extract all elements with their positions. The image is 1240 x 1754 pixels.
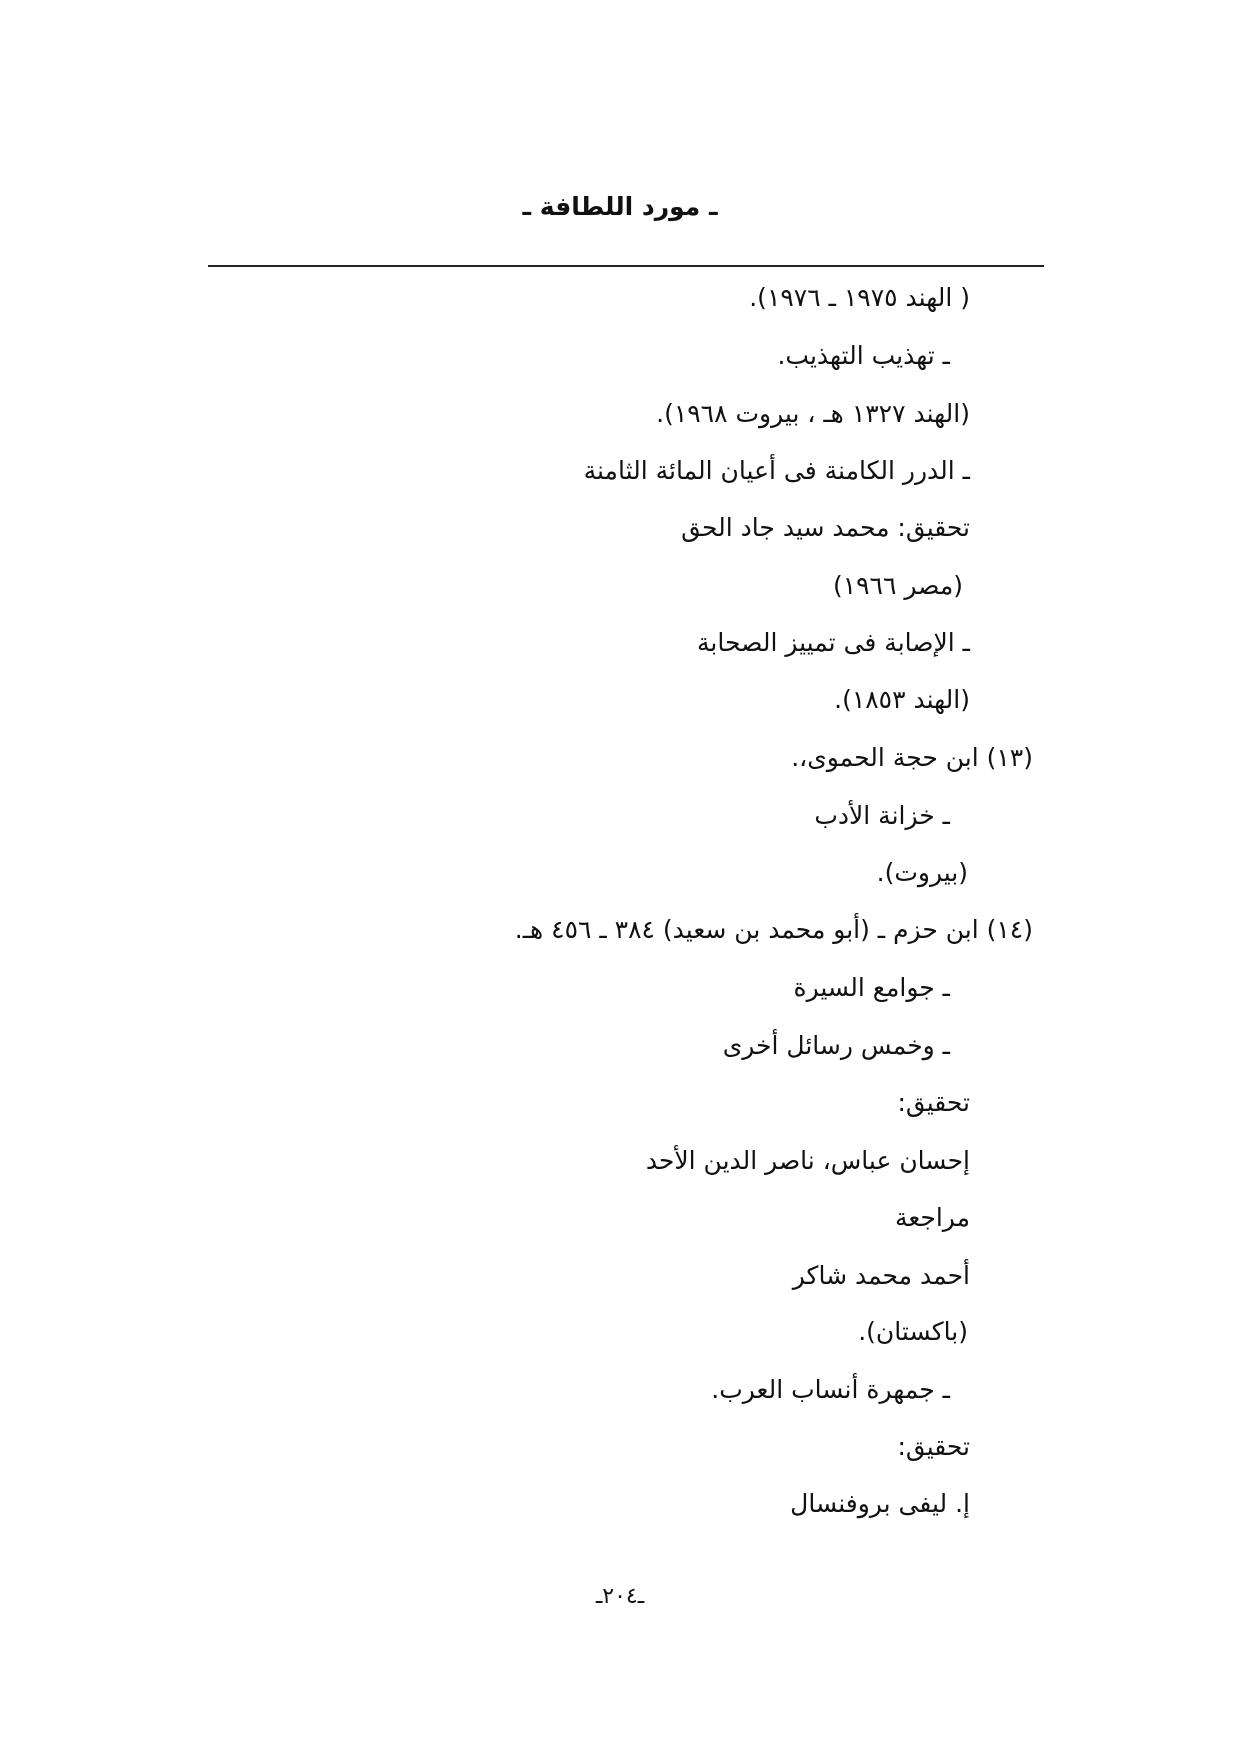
text-line: (١٣) ابن حجة الحموى،.: [791, 743, 1033, 772]
header-divider: [208, 265, 1044, 267]
page-number: ـ٢٠٤ـ: [595, 1584, 645, 1609]
text-line: (الهند ١٣٢٧ هـ ، بيروت ١٩٦٨).: [656, 399, 970, 428]
text-line: ـ جمهرة أنساب العرب.: [711, 1375, 950, 1404]
text-line: إ. ليفى بروفنسال: [790, 1489, 970, 1518]
text-line: تحقيق:: [897, 1088, 970, 1117]
text-line: تحقيق:: [897, 1432, 970, 1461]
text-line: (باكستان).: [858, 1317, 968, 1346]
running-title: ـ مورد اللطافة ـ: [522, 192, 718, 221]
text-line: ( الهند ١٩٧٥ ـ ١٩٧٦).: [749, 283, 970, 312]
text-line: (الهند ١٨٥٣).: [834, 685, 970, 714]
text-line: أحمد محمد شاكر: [792, 1261, 970, 1290]
text-line: إحسان عباس، ناصر الدين الأحد: [645, 1146, 970, 1175]
text-line: ـ الإصابة فى تمييز الصحابة: [697, 628, 970, 657]
text-line: (مصر ١٩٦٦): [832, 571, 963, 600]
text-line: مراجعة: [894, 1203, 970, 1232]
text-line: (١٤) ابن حزم ـ (أبو محمد بن سعيد) ٣٨٤ ـ ٤٥٦ هـ.: [514, 915, 1033, 944]
text-line: (بيروت).: [876, 858, 968, 887]
text-line: تحقيق: محمد سيد جاد الحق: [681, 513, 970, 542]
text-line: ـ جوامع السيرة: [793, 973, 950, 1002]
text-line: ـ الدرر الكامنة فى أعيان المائة الثامنة: [583, 456, 970, 485]
text-line: ـ وخمس رسائل أخرى: [722, 1031, 950, 1060]
text-line: ـ تهذيب التهذيب.: [777, 341, 950, 370]
text-line: ـ خزانة الأدب: [814, 801, 950, 830]
